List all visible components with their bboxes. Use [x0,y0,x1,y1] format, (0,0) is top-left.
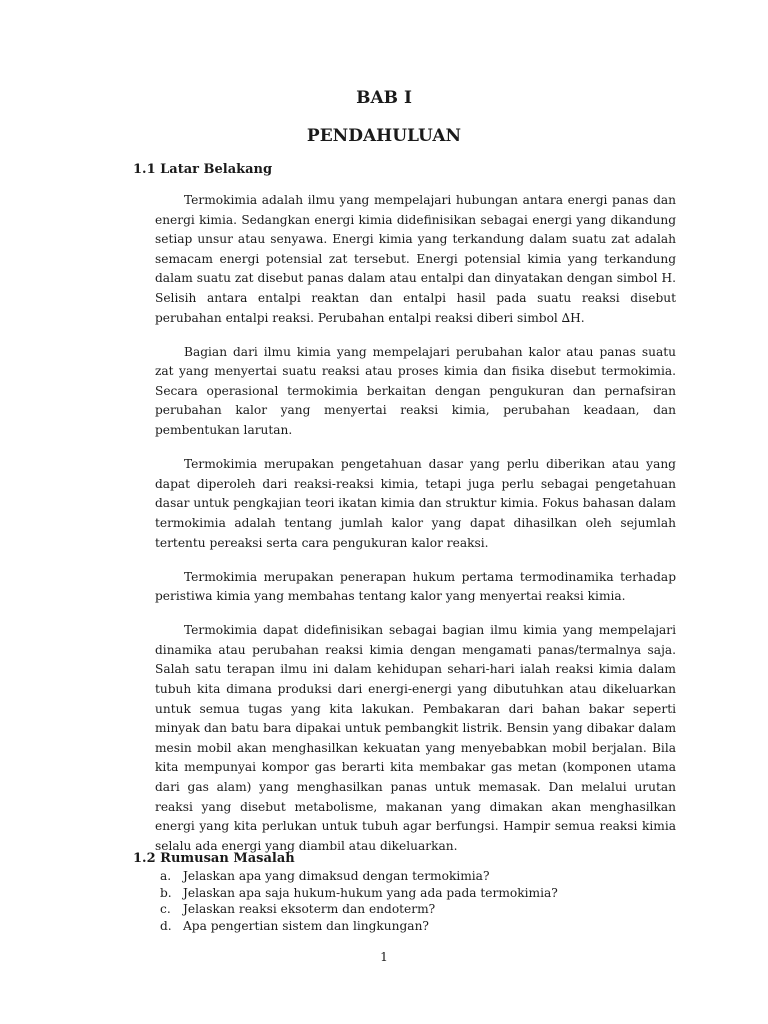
page-number: 1 [380,950,388,964]
list-item [160,901,670,918]
list-item [160,868,670,885]
list-item [160,918,670,935]
section-body-latar-belakang [155,191,676,856]
chapter-number: BAB I [356,88,412,108]
list-marker: b. [160,885,172,900]
paragraph: Termokimia dapat didefinisikan sebagai bagian ilmu kimia yang mempelajari dinamika atau perubahan reaksi kimia dengan mengamati panas/termalnya saja. Salah satu terapan ilmu ini dalam kehidupan sehari-hari ialah reaksi kimia dalam tubuh kita dimana produksi dari energi-energi yang dibutuhkan atau dikeluarkan untuk semua tugas yang kita lakukan. Pembakaran dari bahan bakar seperti minyak dan batu bara dipakai untuk pembangkit listrik. Bensin yang dibakar dalam mesin mobil akan menghasilkan kekuatan yang menyebabkan mobil berjalan. Bila kita mempunyai kompor gas berarti kita membakar gas metan (komponen utama dari gas alam) yang menghasilkan panas untuk memasak. Dan melalui urutan reaksi yang disebut metabolisme, makanan yang dimakan akan menghasilkan energi yang kita perlukan untuk tubuh agar berfungsi. Hampir semua reaksi kimia selalu ada energi yang diambil atau dikeluarkan. [155,623,676,853]
list-item [160,885,670,902]
chapter-title: PENDAHULUAN [306,126,462,146]
paragraph: Termokimia merupakan penerapan hukum pertama termodinamika terhadap peristiwa kimia yang membahas tentang kalor yang menyertai reaksi kimia. [155,569,676,604]
section-heading-rumusan-masalah: 1.2 Rumusan Masalah [133,851,295,866]
list-item-text: Apa pengertian sistem dan lingkungan? [183,918,429,933]
section-heading-latar-belakang: 1.1 Latar Belakang [133,162,273,177]
list-item-text: Jelaskan apa yang dimaksud dengan termokimia? [183,869,490,883]
paragraph: Bagian dari ilmu kimia yang mempelajari perubahan kalor atau panas suatu zat yang menyertai suatu reaksi atau proses kimia dan fisika disebut termokimia. Secara operasional termokimia berkaitan dengan pengukuran dan pernafsiran perubahan kalor yang menyertai reaksi kimia, perubahan keadaan, dan pembentukan larutan. [155,344,676,438]
list-item-text: Jelaskan reaksi eksoterm dan endoterm? [183,902,436,917]
list-marker: a. [160,869,172,883]
problem-list [160,868,670,934]
list-item-text: Jelaskan apa saja hukum-hukum yang ada pada termokimia? [183,885,558,900]
paragraph: Termokimia adalah ilmu yang mempelajari hubungan antara energi panas dan energi kimia. Sedangkan energi kimia didefinisikan sebagai energi yang dikandung setiap unsur atau senyawa. Energi kimia yang terkandung dalam suatu zat adalah semacam energi potensial zat tersebut. Energi potensial kimia yang terkandung dalam suatu zat disebut panas dalam atau entalpi dan dinyatakan dengan simbol H. Selisih antara entalpi reaktan dan entalpi hasil pada suatu reaksi disebut perubahan entalpi reaksi. Perubahan entalpi reaksi diberi simbol ∆H. [155,193,676,325]
list-marker: d. [160,918,172,933]
list-marker: c. [160,902,171,917]
paragraph: Termokimia merupakan pengetahuan dasar yang perlu diberikan atau yang dapat diperoleh dari reaksi-reaksi kimia, tetapi juga perlu sebagai pengetahuan dasar untuk pengkajian teori ikatan kimia dan struktur kimia. Fokus bahasan dalam termokimia adalah tentang jumlah kalor yang dapat dihasilkan oleh sejumlah tertentu pereaksi serta cara pengukuran kalor reaksi. [155,457,676,550]
